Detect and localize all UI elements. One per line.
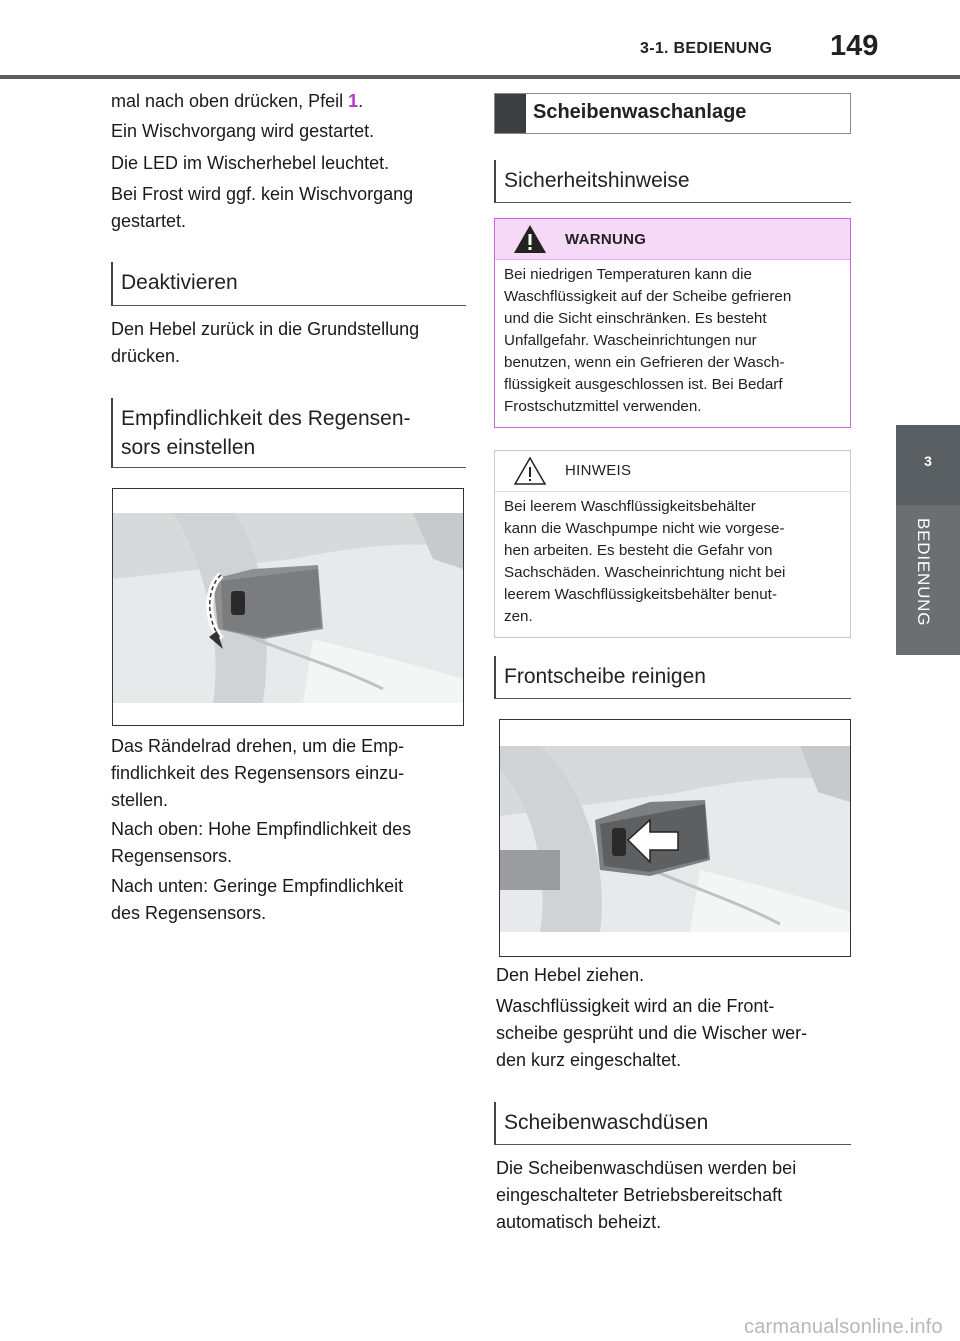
intro-paragraph-4 (111, 181, 413, 235)
hint-box (494, 450, 851, 638)
text-line: Nach oben: Hohe Empfindlichkeit des (111, 819, 412, 839)
warning-text (495, 260, 850, 418)
text-line: Das Rändelrad drehen, um die Emp- (111, 736, 405, 756)
section-heading-deaktivieren (111, 262, 466, 306)
text-line: gestartet. (111, 211, 187, 231)
main-heading-box (494, 93, 851, 134)
chapter-tab-number[interactable]: 3 (896, 425, 960, 505)
hint-header (495, 451, 850, 492)
text-line: Sachschäden. Wascheinrichtung nicht bei (504, 564, 786, 581)
main-heading: Scheibenwaschanlage (533, 101, 747, 123)
warning-title: WARNUNG (565, 231, 647, 248)
text-line: Bei leerem Waschflüssigkeitsbehälter (504, 498, 756, 515)
text-line: Bei Frost wird ggf. kein Wischvorgang (111, 184, 414, 204)
figure-rain-sensor-wheel (112, 488, 464, 726)
heading-text: Frontscheibe reinigen (504, 665, 706, 688)
deactivate-paragraph (111, 316, 419, 370)
heading-marker (495, 94, 526, 133)
hint-title: HINWEIS (565, 462, 632, 479)
figure1-paragraph-2 (111, 816, 411, 870)
page-number: 149 (830, 30, 879, 62)
text-line: scheibe gesprüht und die Wischer wer- (496, 1023, 808, 1043)
front-paragraph-1: Den Hebel ziehen. (496, 965, 645, 985)
text-line: Unfallgefahr. Wascheinrichtungen nur (504, 332, 757, 349)
text-line: Waschflüssigkeit auf der Scheibe gefrieren (504, 288, 792, 305)
text-line: Frostschutzmittel verwenden. (504, 398, 702, 415)
caution-icon (513, 456, 547, 486)
header-rule (0, 75, 960, 79)
text-line: Den Hebel zurück in die Grundstellung (111, 319, 420, 339)
warning-box (494, 218, 851, 428)
warning-icon (513, 224, 547, 254)
section-heading-scheibenwaschduesen (494, 1102, 851, 1145)
intro-paragraph-1 (111, 88, 363, 115)
text-line: flüssigkeit ausgeschlossen ist. Bei Bedarf (504, 376, 783, 393)
intro-text-end: . (358, 91, 364, 111)
figure-illustration (113, 489, 463, 725)
text-line: Bei niedrigen Temperaturen kann die (504, 266, 752, 283)
text-line: drücken. (111, 346, 181, 366)
heading-line: sors einstellen (121, 436, 256, 459)
section-heading-empfindlichkeit (111, 398, 466, 468)
intro-paragraph-3: Die LED im Wischerhebel leuchtet. (111, 153, 390, 173)
figure-washer-lever (499, 719, 851, 957)
text-line: kann die Waschpumpe nicht wie vorgese- (504, 520, 785, 537)
heading-line: Empfindlichkeit des Regensen- (121, 407, 411, 430)
text-line: benutzen, wenn ein Gefrieren der Wasch- (504, 354, 785, 371)
chapter-section-title: 3-1. BEDIENUNG (640, 40, 773, 57)
figure1-paragraph-3 (111, 873, 403, 927)
text-line: eingeschalteter Betriebsbereitschaft (496, 1185, 783, 1205)
text-line: Regensensors. (111, 846, 233, 866)
nozzle-paragraph (496, 1155, 796, 1236)
text-line: den kurz eingeschaltet. (496, 1050, 682, 1070)
watermark: carmanualsonline.info (744, 1316, 943, 1338)
section-heading-frontscheibe (494, 656, 851, 699)
heading-text: Deaktivieren (121, 271, 238, 294)
figure-illustration (500, 720, 850, 956)
text-line: hen arbeiten. Es besteht die Gefahr von (504, 542, 773, 559)
section-heading-sicherheitshinweise (494, 160, 851, 203)
intro-paragraph-2: Ein Wischvorgang wird gestartet. (111, 121, 375, 141)
hint-text (495, 492, 850, 628)
figure1-paragraph-1 (111, 733, 404, 814)
text-line: automatisch beheizt. (496, 1212, 662, 1232)
text-line: Waschflüssigkeit wird an die Front- (496, 996, 775, 1016)
text-line: Nach unten: Geringe Empfindlichkeit (111, 876, 404, 896)
front-paragraph-2 (496, 993, 807, 1074)
text-line: findlichkeit des Regensensors einzu- (111, 763, 405, 783)
intro-text: mal nach oben drücken, Pfeil (111, 91, 349, 111)
text-line: und die Sicht einschränken. Es besteht (504, 310, 767, 327)
text-line: Die Scheibenwaschdüsen werden bei (496, 1158, 797, 1178)
text-line: des Regensensors. (111, 903, 267, 923)
heading-text: Scheibenwaschdüsen (504, 1111, 709, 1134)
arrow-number: 1 (348, 91, 359, 111)
warning-header (495, 219, 850, 260)
text-line: stellen. (111, 790, 169, 810)
text-line: leerem Waschflüssigkeitsbehälter benut- (504, 586, 777, 603)
heading-text: Sicherheitshinweise (504, 169, 690, 192)
chapter-tab-label: BEDIENUNG (914, 518, 933, 627)
text-line: zen. (504, 608, 533, 625)
